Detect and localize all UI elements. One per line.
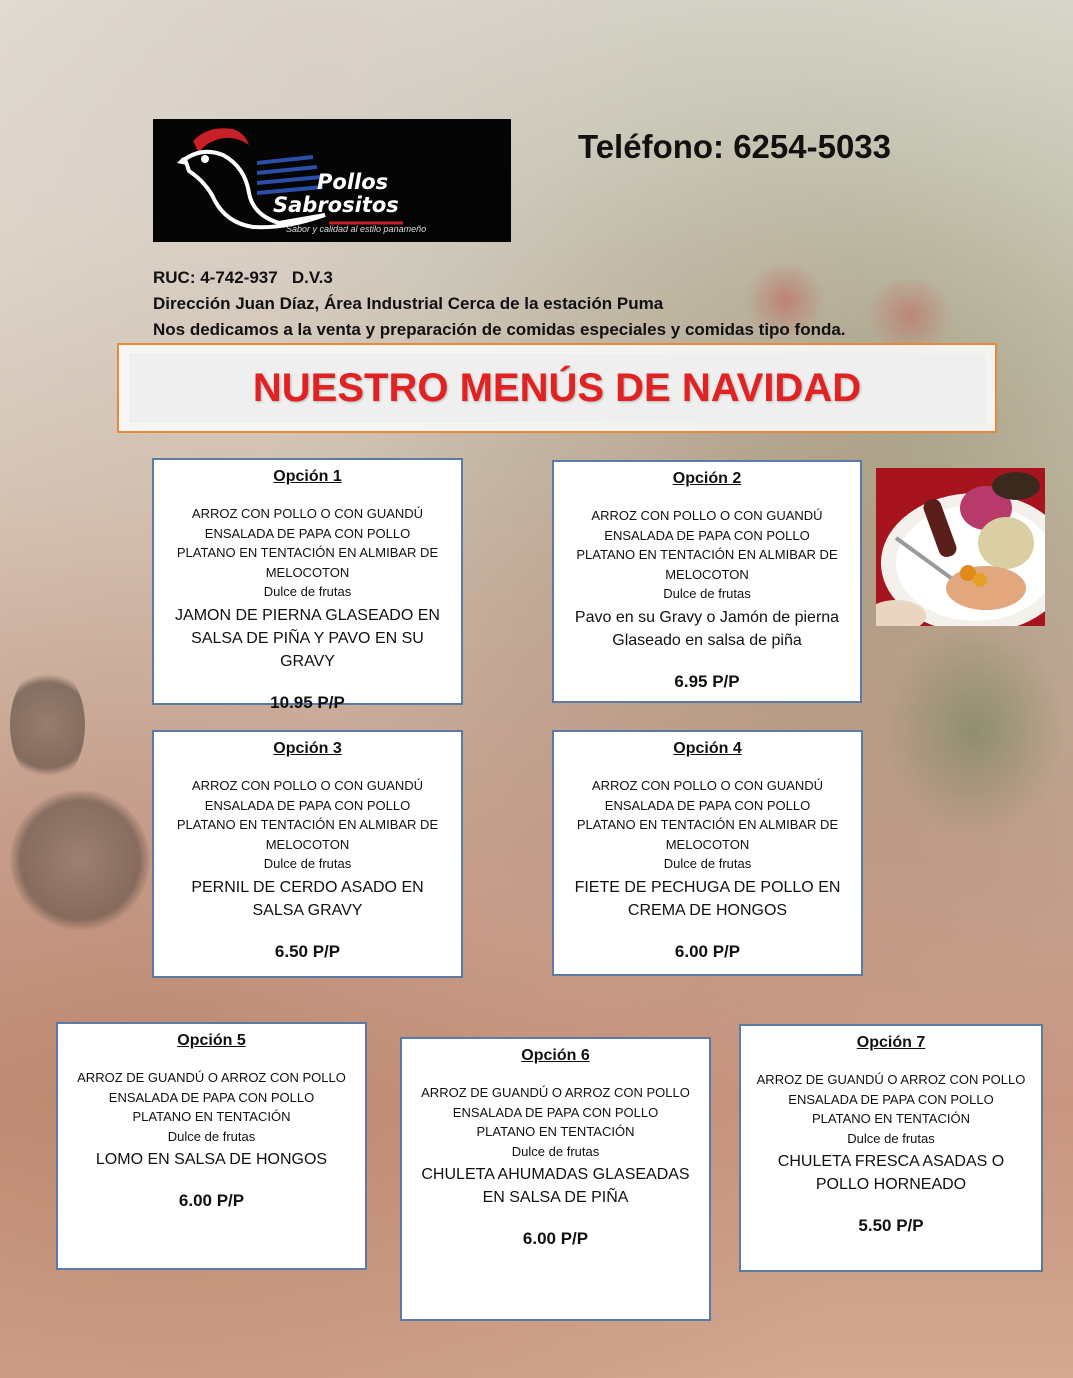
- option-items: [68, 1068, 355, 1146]
- option-item: Dulce de frutas: [167, 1128, 256, 1144]
- option-item: Dulce de frutas: [263, 584, 352, 599]
- option-title: Opción 6: [521, 1047, 590, 1064]
- food-photo: [876, 468, 1045, 626]
- option-price: 6.00 P/P: [178, 1191, 245, 1210]
- menu-option-6: [400, 1037, 711, 1321]
- option-item: ARROZ DE GUANDÚ O ARROZ CON POLLO: [77, 1070, 346, 1085]
- option-item: ENSALADA DE PAPA CON POLLO: [788, 1091, 994, 1107]
- menu-option-7: [739, 1024, 1043, 1272]
- option-item: PLATANO EN TENTACIÓN EN ALMIBAR DE MELOCOTON: [576, 817, 839, 852]
- option-items: [564, 776, 851, 874]
- option-item: ENSALADA DE PAPA CON POLLO: [108, 1089, 315, 1105]
- option-item: ENSALADA DE PAPA CON POLLO: [204, 525, 411, 541]
- option-price: 6.00 P/P: [522, 1229, 589, 1248]
- option-main-dish: CHULETA AHUMADAS GLASEADAS EN SALSA DE PIÑA: [421, 1166, 690, 1206]
- option-title: Opción 3: [273, 740, 342, 757]
- option-price: 6.95 P/P: [674, 671, 740, 691]
- bg-pine-cone-2: [10, 790, 150, 930]
- option-item: ARROZ CON POLLO O CON GUANDÚ: [591, 778, 824, 793]
- option-price: 6.00 P/P: [674, 941, 741, 961]
- option-main-dish: FIETE DE PECHUGA DE POLLO EN CREMA DE HONGOS: [574, 878, 841, 919]
- option-title: Opción 4: [673, 740, 742, 757]
- menu-option-2: [552, 460, 862, 703]
- option-main-dish: PERNIL DE CERDO ASADO EN SALSA GRAVY: [191, 878, 424, 919]
- option-title: Opción 7: [856, 1034, 926, 1051]
- phone-number: Teléfono: 6254-5033: [578, 128, 892, 165]
- brand-name-line2: Sabrositos: [273, 193, 399, 217]
- menu-option-3: [152, 730, 463, 978]
- brand-tagline: Sabor y calidad al estilo panameño: [286, 224, 427, 234]
- option-item: PLATANO EN TENTACIÓN: [132, 1109, 291, 1124]
- option-items: [164, 504, 451, 602]
- food-plate-image: [876, 468, 1045, 626]
- option-item: ENSALADA DE PAPA CON POLLO: [452, 1104, 659, 1120]
- option-main-dish: JAMON DE PIERNA GLASEADO EN SALSA DE PIÑA Y PAVO EN SU GRAVY: [175, 606, 440, 670]
- option-item: PLATANO EN TENTACIÓN: [812, 1111, 970, 1126]
- ruc-line: RUC: 4-742-937 D.V.3: [153, 268, 333, 287]
- option-item: ARROZ DE GUANDÚ O ARROZ CON POLLO: [421, 1085, 690, 1100]
- option-item: Dulce de frutas: [847, 1130, 935, 1146]
- bg-pine-branch: [880, 620, 1070, 840]
- option-items: [164, 776, 451, 874]
- company-info: [153, 265, 846, 343]
- option-title: Opción 2: [672, 470, 742, 487]
- option-item: PLATANO EN TENTACIÓN EN ALMIBAR DE MELOCOTON: [176, 545, 439, 580]
- option-item: ENSALADA DE PAPA CON POLLO: [604, 797, 811, 813]
- bg-pine-cone-1: [10, 665, 85, 785]
- option-item: ARROZ CON POLLO O CON GUANDÚ: [191, 778, 424, 793]
- option-item: ENSALADA DE PAPA CON POLLO: [204, 797, 411, 813]
- option-item: Dulce de frutas: [663, 586, 751, 601]
- option-items: [412, 1083, 699, 1161]
- option-price: 10.95 P/P: [270, 692, 345, 712]
- menu-banner: [117, 343, 997, 433]
- brand-name: [273, 171, 399, 217]
- option-price: 5.50 P/P: [858, 1216, 924, 1235]
- option-item: ARROZ CON POLLO O CON GUANDÚ: [191, 506, 424, 521]
- banner-inner: [129, 353, 985, 423]
- option-main-dish: CHULETA FRESCA ASADAS O POLLO HORNEADO: [777, 1153, 1005, 1193]
- bg-berry-2: [860, 280, 960, 350]
- option-items: [564, 506, 850, 604]
- option-main-dish: Pavo en su Gravy o Jamón de pierna Glaseado en salsa de piña: [574, 608, 840, 649]
- description-line: Nos dedicamos a la venta y preparación de comidas especiales y comidas tipo fonda.: [153, 320, 846, 339]
- option-item: ENSALADA DE PAPA CON POLLO: [604, 527, 810, 543]
- menu-option-5: [56, 1022, 367, 1270]
- option-items: [751, 1070, 1031, 1148]
- option-item: ARROZ CON POLLO O CON GUANDÚ: [591, 508, 823, 523]
- banner-title: NUESTRO MENÚS DE NAVIDAD: [252, 365, 862, 410]
- address-line: Dirección Juan Díaz, Área Industrial Cerca de la estación Puma: [153, 294, 664, 313]
- brand-logo: [153, 119, 511, 242]
- option-item: PLATANO EN TENTACIÓN EN ALMIBAR DE MELOCOTON: [576, 547, 838, 582]
- option-item: ARROZ DE GUANDÚ O ARROZ CON POLLO: [756, 1072, 1026, 1087]
- menu-option-4: [552, 730, 863, 976]
- brand-name-line1: Pollos: [317, 170, 389, 194]
- option-item: PLATANO EN TENTACIÓN: [476, 1124, 635, 1139]
- option-price: 6.50 P/P: [274, 941, 341, 961]
- option-item: Dulce de frutas: [511, 1143, 600, 1159]
- option-title: Opción 1: [273, 468, 342, 485]
- option-title: Opción 5: [177, 1032, 246, 1049]
- menu-option-1: [152, 458, 463, 712]
- option-main-dish: LOMO EN SALSA DE HONGOS: [95, 1151, 328, 1168]
- option-item: Dulce de frutas: [263, 856, 352, 871]
- option-item: Dulce de frutas: [663, 856, 752, 871]
- option-item: PLATANO EN TENTACIÓN EN ALMIBAR DE MELOCOTON: [176, 817, 439, 852]
